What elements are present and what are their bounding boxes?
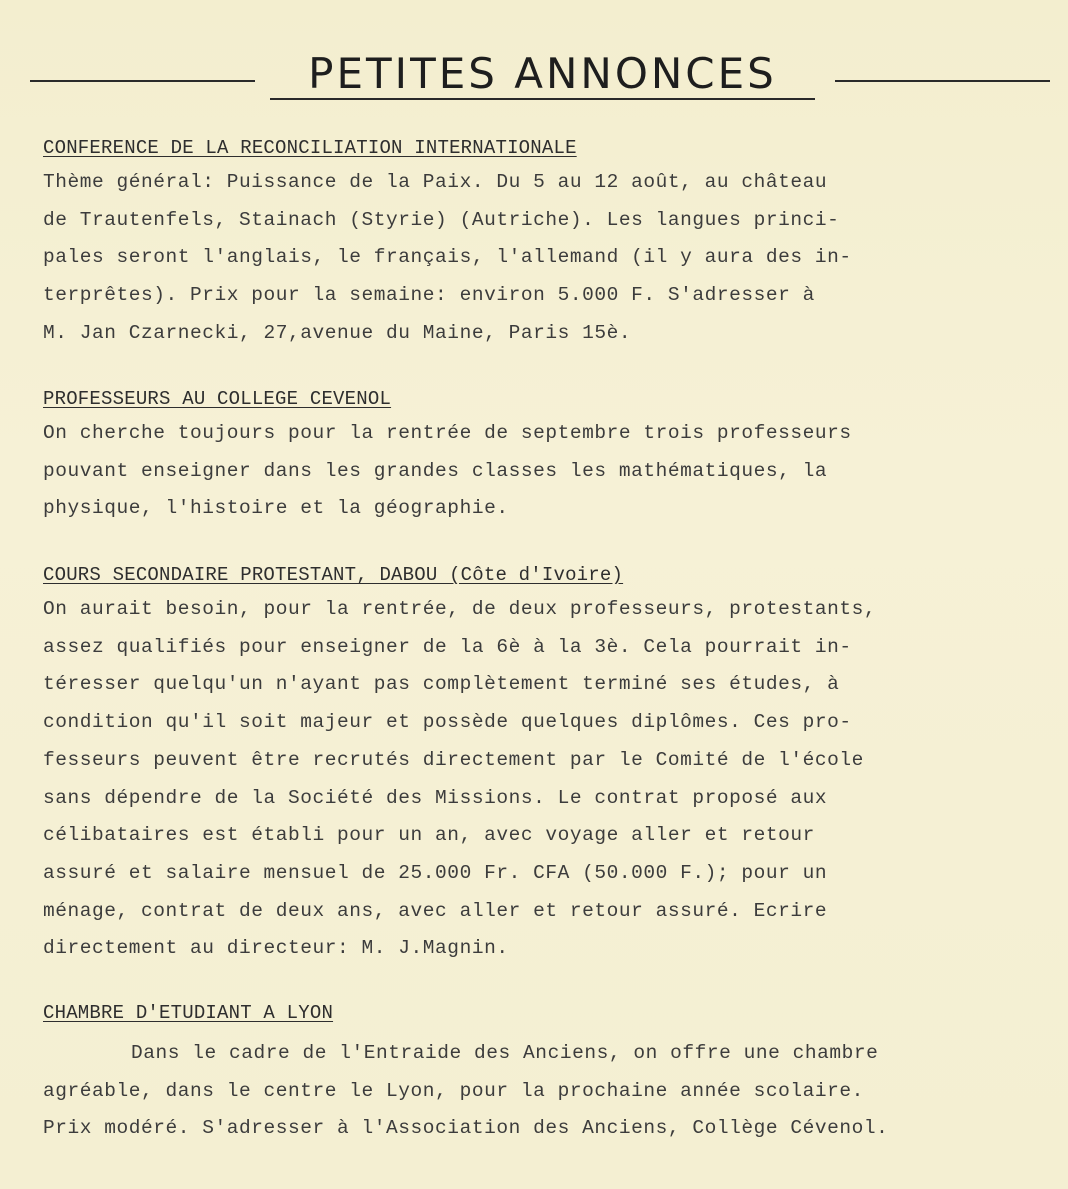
announcement-line: directement au directeur: M. J.Magnin. bbox=[43, 937, 509, 960]
announcement-line: de Trautenfels, Stainach (Styrie) (Autriche). Les langues princi- bbox=[43, 208, 840, 231]
announcement-line: physique, l'histoire et la géographie. bbox=[43, 497, 509, 520]
announcement-line: Thème général: Puissance de la Paix. Du 5 au 12 août, au château bbox=[43, 171, 828, 193]
announcement-line: condition qu'il soit majeur et possède quelques diplômes. Ces pro- bbox=[43, 711, 852, 734]
header-rule-left bbox=[30, 80, 255, 82]
announcement-line: ménage, contrat de deux ans, avec aller et retour assuré. Ecrire bbox=[43, 899, 828, 922]
announcement-line: M. Jan Czarnecki, 27,avenue du Maine, Paris 15è. bbox=[43, 321, 632, 344]
announcement-heading: PROFESSEURS AU COLLEGE CEVENOL bbox=[43, 388, 392, 410]
announcement-line: Prix modéré. S'adresser à l'Association des Anciens, Collège Cévenol. bbox=[43, 1117, 889, 1140]
announcement-conference bbox=[43, 136, 1043, 353]
announcement-line: assuré et salaire mensuel de 25.000 Fr. CFA (50.000 F.); pour un bbox=[43, 861, 828, 884]
announcement-line: On aurait besoin, pour la rentrée, de deux professeurs, protestants, bbox=[43, 598, 877, 620]
announcement-line: agréable, dans le centre le Lyon, pour la prochaine année scolaire. bbox=[43, 1079, 864, 1102]
announcement-line: sans dépendre de la Société des Missions. Le contrat proposé aux bbox=[43, 786, 828, 809]
page-header bbox=[30, 50, 1050, 110]
announcement-line: fesseurs peuvent être recrutés directement par le Comité de l'école bbox=[43, 748, 864, 771]
announcement-line: assez qualifiés pour enseigner de la 6è à la 3è. Cela pourrait in- bbox=[43, 635, 852, 658]
announcement-line: pales seront l'anglais, le français, l'allemand (il y aura des in- bbox=[43, 246, 852, 269]
announcement-line: pouvant enseigner dans les grandes classes les mathématiques, la bbox=[43, 459, 828, 482]
announcement-line: terprêtes). Prix pour la semaine: environ 5.000 F. S'adresser à bbox=[43, 284, 815, 307]
announcement-line: célibataires est établi pour un an, avec voyage aller et retour bbox=[43, 824, 815, 847]
announcement-line: On cherche toujours pour la rentrée de septembre trois professeurs bbox=[43, 422, 852, 444]
announcement-dabou bbox=[43, 563, 1043, 968]
announcement-line: Dans le cadre de l'Entraide des Anciens, on offre une chambre bbox=[131, 1042, 879, 1064]
announcement-chambre-lyon bbox=[43, 1001, 1043, 1148]
page-title: PETITES ANNONCES bbox=[270, 52, 815, 100]
announcement-heading: CHAMBRE D'ETUDIANT A LYON bbox=[43, 1002, 334, 1024]
announcement-professeurs bbox=[43, 387, 1043, 528]
header-rule-right bbox=[835, 80, 1050, 82]
announcement-line: téresser quelqu'un n'ayant pas complètement terminé ses études, à bbox=[43, 673, 840, 696]
announcement-heading: CONFERENCE DE LA RECONCILIATION INTERNATIONALE bbox=[43, 137, 577, 159]
announcement-heading: COURS SECONDAIRE PROTESTANT, DABOU (Côte d'Ivoire) bbox=[43, 564, 624, 586]
